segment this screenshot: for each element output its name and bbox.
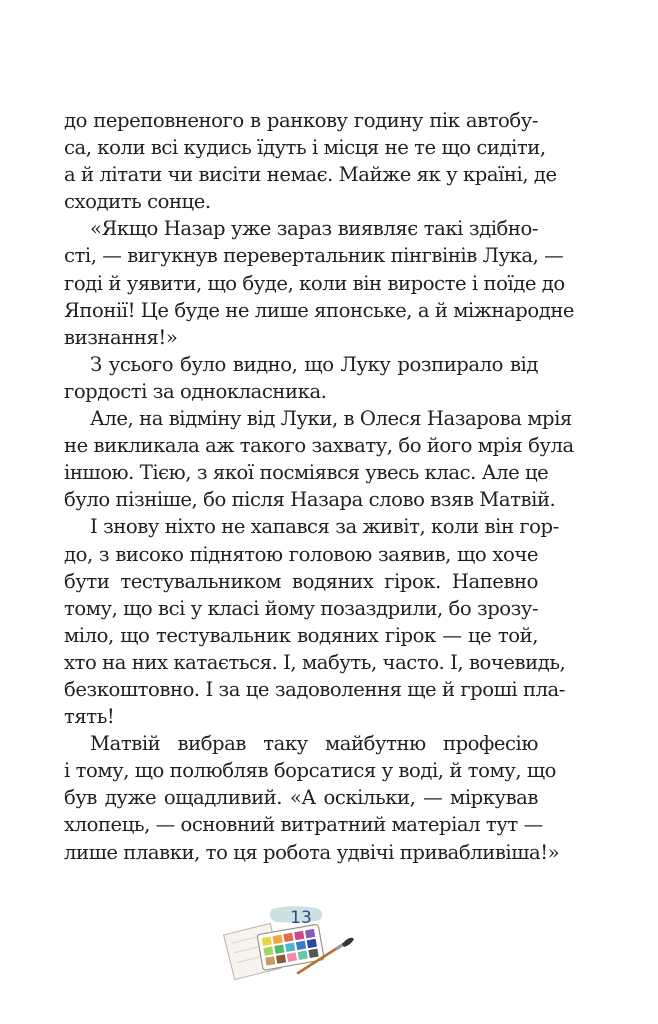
text-line: а й літати чи висіти немає. Майже як у країні, де xyxy=(64,163,557,187)
page-footer xyxy=(220,905,360,985)
text-line: хто на них катається. І, мабуть, часто. І, вочевидь, xyxy=(64,650,566,674)
text-line: са, коли всі кудись їдуть і місця не те що сидіти, xyxy=(64,136,546,160)
text-line: годі й уявити, що буде, коли він виросте і поїде до xyxy=(64,271,565,295)
text-line: і тому, що полюбляв борсатися у воді, й тому, що xyxy=(64,759,557,783)
text-line: іншою. Тією, з якої посміявся увесь клас. Але це xyxy=(64,461,549,485)
text-line: до переповненого в ранкову годину пік автобу- xyxy=(64,109,538,132)
text-line: Матвій вибрав таку майбутню професію xyxy=(90,732,538,756)
text-line: тять! xyxy=(64,705,115,729)
text-line: гордості за однокласника. xyxy=(64,379,327,403)
paragraph xyxy=(64,107,557,215)
page-number: 13 xyxy=(290,908,312,928)
paragraph xyxy=(64,215,575,350)
text-line: було пізніше, бо після Назара слово взяв Матвій. xyxy=(64,488,556,512)
text-line: «Якщо Назар уже зараз виявляє такі здібно- xyxy=(90,217,538,241)
text-line: сходить сонце. xyxy=(64,190,211,214)
text-line: бути тестувальником водяних гірок. Напевно xyxy=(64,569,538,593)
text-line: був дуже ощадливий. «А оскільки, — міркував xyxy=(64,786,538,810)
text-line: безкоштовно. І за це задоволення ще й гроші пла- xyxy=(64,677,565,701)
text-line: міло, що тестувальник водяних гірок — це той, xyxy=(64,623,538,647)
text-line: Але, на відміну від Луки, в Олеся Назарова мрія xyxy=(90,407,572,431)
text-line: І знову ніхто не хапався за живіт, коли він гор- xyxy=(90,515,559,539)
text-line: визнання!» xyxy=(64,325,178,349)
paragraph xyxy=(64,351,538,405)
text-line: хлопець, — основний витратний матеріал тут — xyxy=(64,813,543,837)
paragraph xyxy=(64,730,560,865)
text-line: тому, що всі у класі йому позаздрили, бо зрозу- xyxy=(64,596,539,620)
text-line: З усього було видно, що Луку розпирало від xyxy=(90,352,538,376)
paragraph xyxy=(64,513,566,730)
text-line: не викликала аж такого захвату, бо його мрія була xyxy=(64,434,574,458)
text-line: до, з високо піднятою головою заявив, що хоче xyxy=(64,542,538,566)
body-text xyxy=(64,107,575,866)
text-line: сті, — вигукнув перевертальник пінгвінів Лука, — xyxy=(64,244,564,268)
text-line: лише плавки, то ця робота удвічі привабливіша!» xyxy=(64,840,560,864)
text-line: Японії! Це буде не лише японське, а й міжнародне xyxy=(64,298,575,322)
paragraph xyxy=(64,405,574,513)
